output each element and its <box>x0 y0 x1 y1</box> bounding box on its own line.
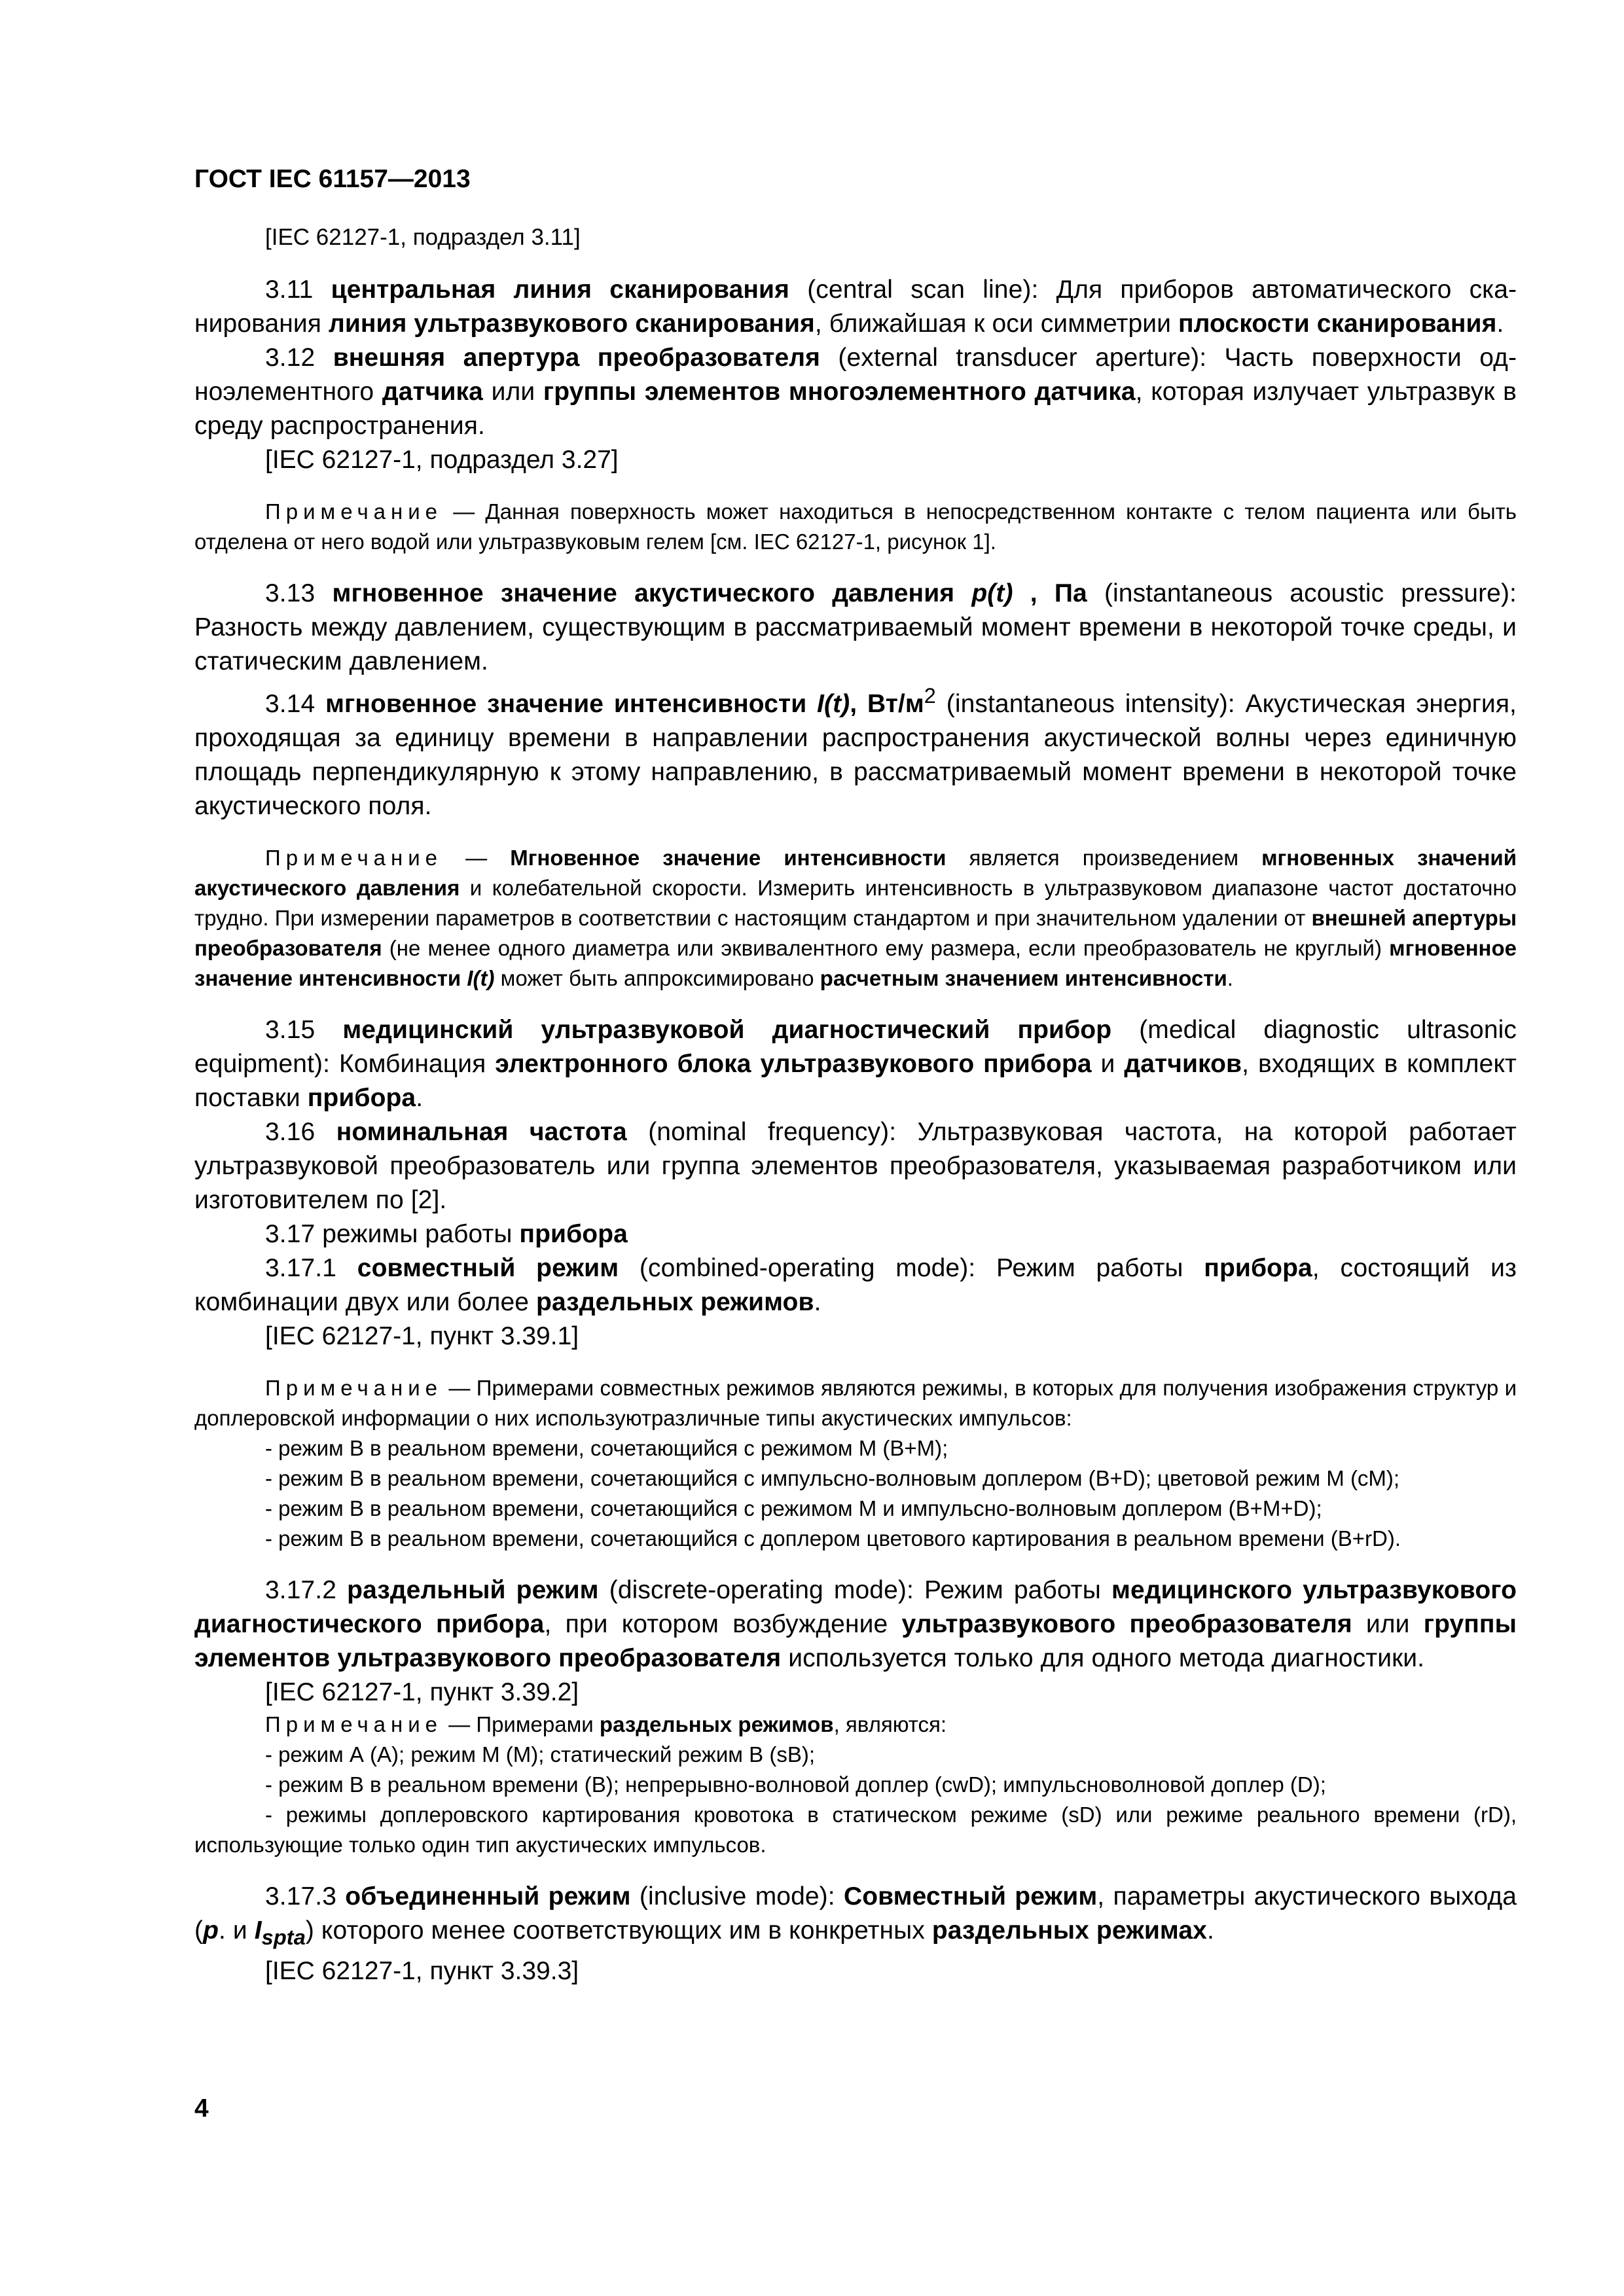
note-list-item: - режим В в реальном времени (В); непрерывно-волновой доплер (cwD); импульсноволновой доплер (D); <box>265 1772 1326 1797</box>
term-3-16: 3.16 номинальная частота (nominal frequency): Ультразвуковая частота, на которой работает ультразвуковой преобразователь или группа элементов преобразователя, указываемая разработчиком или изготовителем по [2]. <box>194 1118 1517 1214</box>
note-3-17-2: Примечание — Примерами раздельных режимов, являются: <box>265 1712 947 1736</box>
note-list-item: - режим В в реальном времени, сочетающийся с режимом М (В+М); <box>265 1436 948 1460</box>
reference-iec-3-11: [IEC 62127-1, подраздел 3.11] <box>265 224 581 250</box>
term-3-12: 3.12 внешняя апертура преобразователя (external transducer aperture): Часть поверхности одноэлементного датчика или группы элементов многоэлементного датчика, которая излучает ультразвук в среду распространения. <box>194 344 1517 440</box>
term-3-11: 3.11 центральная линия сканирования (central scan line): Для приборов автоматического сканирования линия ультразвукового сканирования, ближайшая к оси симметрии плоскости сканирования. <box>194 276 1517 338</box>
note-3-14: Примечание — Мгновенное значение интенсивности является произведением мгновенных значений акустического давления и колебательной скорости. Измерить интенсивность в ультразвуковом диапазоне частот достаточно трудно. При измерении параметров в соответствии с настоящим стандартом и при значительном удалении от внешней апертуры преобразователя (не менее одного диаметра или эквивалентного ему размера, если преобразователь не круглый) мгновенное значение интенсивности I(t) может быть аппроксимировано расчетным значением интенсивности. <box>194 846 1517 990</box>
document-header: ГОСТ IEC 61157—2013 <box>194 165 471 193</box>
term-3-17-3: 3.17.3 объединенный режим (inclusive mode): Совместный режим, параметры акустического выхода (p. и $I_{spta}$) которого менее соответствующих им в конкретных раздельных режимах. <box>194 1882 1517 1949</box>
reference-iec-3-39-3: [IEC 62127-1, пункт 3.39.3] <box>265 1956 579 1985</box>
term-3-14: 3.14 мгновенное значение интенсивности I(t), $Вт/м^2$ (instantaneous intensity): Акустическая энергия, проходящая за единицу времени в направлении распространения акустической волны через единичную площадь перпендикулярную к этому направлению, в рассматриваемый момент времени в некоторой точке акустического поля. <box>194 684 1517 820</box>
note-3-17-1: Примечание — Примерами совместных режимов являются режимы, в которых для получения изображения структур и доплеровской информации о них используютразличные типы акустических импульсов: <box>194 1376 1517 1430</box>
document-page <box>194 164 1517 1988</box>
note-list-item: - режим В в реальном времени, сочетающийся с режимом М и импульсно-волновым доплером (В+М+D); <box>265 1496 1322 1520</box>
page-number: 4 <box>194 2094 209 2123</box>
term-3-13: 3.13 мгновенное значение акустического давления p(t) , Па (instantaneous acoustic pressure): Разность между давлением, существующим в рассматриваемый момент времени в некоторой точке среды, и статическим давлением. <box>194 579 1517 675</box>
note-list-item: - режим В в реальном времени, сочетающийся с импульсно-волновым доплером (В+D); цветовой режим М (cM); <box>265 1466 1400 1490</box>
note-3-12: Примечание — Данная поверхность может находиться в непосредственном контакте с телом пациента или быть отделена от него водой или ультразвуковым гелем [см. IEC 62127-1, рисунок 1]. <box>194 499 1517 554</box>
term-3-17-1: 3.17.1 совместный режим (combined-operating mode): Режим работы прибора, состоящий из комбинации двух или более раздельных режимов. <box>194 1254 1517 1316</box>
note-list-item: - режим В в реальном времени, сочетающийся с доплером цветового картирования в реальном времени (В+rD). <box>265 1526 1401 1551</box>
reference-iec-3-27: [IEC 62127-1, подраздел 3.27] <box>265 446 619 474</box>
note-list-item: - режимы доплеровского картирования кровотока в статическом режиме (sD) или режиме реального времени (rD), использующие только один тип акустических импульсов. <box>194 1803 1517 1857</box>
reference-iec-3-39-2: [IEC 62127-1, пункт 3.39.2] <box>265 1678 579 1706</box>
term-3-15: 3.15 медицинский ультразвуковой диагностический прибор (medical diagnostic ultrasonic equipment): Комбинация электронного блока ультразвукового прибора и датчиков, входящих в комплект поставки прибора. <box>194 1016 1517 1112</box>
term-3-17-2: 3.17.2 раздельный режим (discrete-operating mode): Режим работы медицинского ультразвукового диагностического прибора, при котором возбуждение ультразвукового преобразователя или группы элементов ультразвукового преобразователя используется только для одного метода диагностики. <box>194 1576 1517 1672</box>
reference-iec-3-39-1: [IEC 62127-1, пункт 3.39.1] <box>265 1322 579 1350</box>
note-list-item: - режим А (А); режим М (М); статический режим В (sB); <box>265 1742 816 1767</box>
term-3-17: 3.17 режимы работы прибора <box>265 1220 628 1248</box>
